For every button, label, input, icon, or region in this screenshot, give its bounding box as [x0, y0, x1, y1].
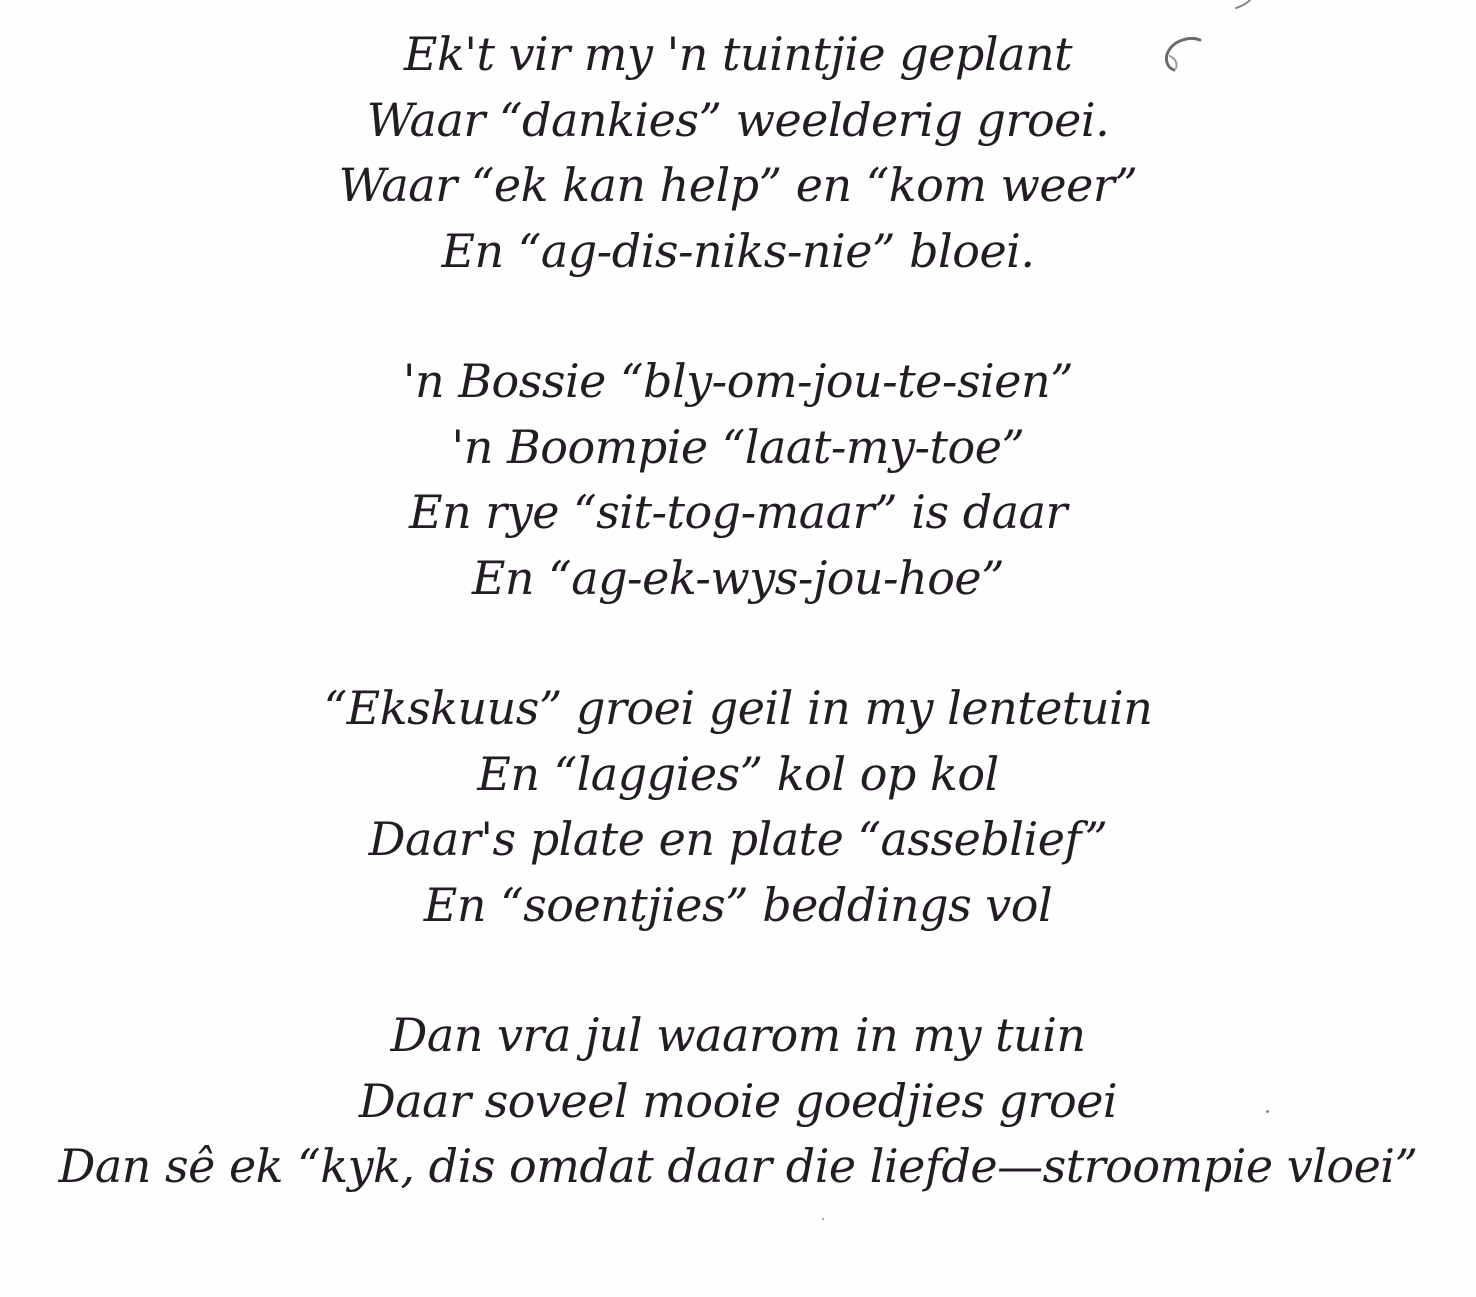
paper-speck — [1266, 1110, 1269, 1113]
poem — [0, 22, 1476, 1200]
poem-line: “Ekskuus” groei geil in my lentetuin — [323, 681, 1153, 735]
poem-line: Daar's plate en plate “asseblief” — [368, 812, 1108, 866]
poem-line: 'n Boompie “laat-my-toe” — [451, 419, 1025, 474]
poem-line: Dan sê ek “kyk, dis omdat daar die liefde—stroompie vloei” — [58, 1139, 1418, 1193]
poem-line: En “ag-dis-niks-nie” bloei. — [441, 223, 1035, 278]
poem-line: Waar “ek kan help” en “kom weer” — [338, 158, 1138, 212]
paper-speck — [822, 1218, 824, 1220]
stanza-1 — [0, 22, 1476, 284]
ink-curl-mark — [1160, 34, 1206, 74]
poem-line: Daar soveel mooie goedjies groei — [358, 1073, 1118, 1128]
poem-line: 'n Bossie “bly-om-jou-te-sien” — [402, 354, 1074, 408]
stanza-4 — [0, 1003, 1476, 1200]
poem-line: En “laggies” kol op kol — [477, 746, 999, 801]
poem-line: Ek't vir my 'n tuintjie geplant — [403, 27, 1073, 81]
poem-line: En rye “sit-tog-maar” is daar — [408, 485, 1067, 539]
poem-line: En “soentjies” beddings vol — [423, 877, 1053, 932]
poem-line: Waar “dankies” weelderig groei. — [366, 92, 1110, 147]
poem-line: En “ag-ek-wys-jou-hoe” — [471, 550, 1005, 605]
stanza-2 — [0, 349, 1476, 611]
poem-line: Dan vra jul waarom in my tuin — [390, 1008, 1086, 1062]
stanza-3 — [0, 676, 1476, 938]
ink-tick-mark — [1234, 0, 1254, 10]
